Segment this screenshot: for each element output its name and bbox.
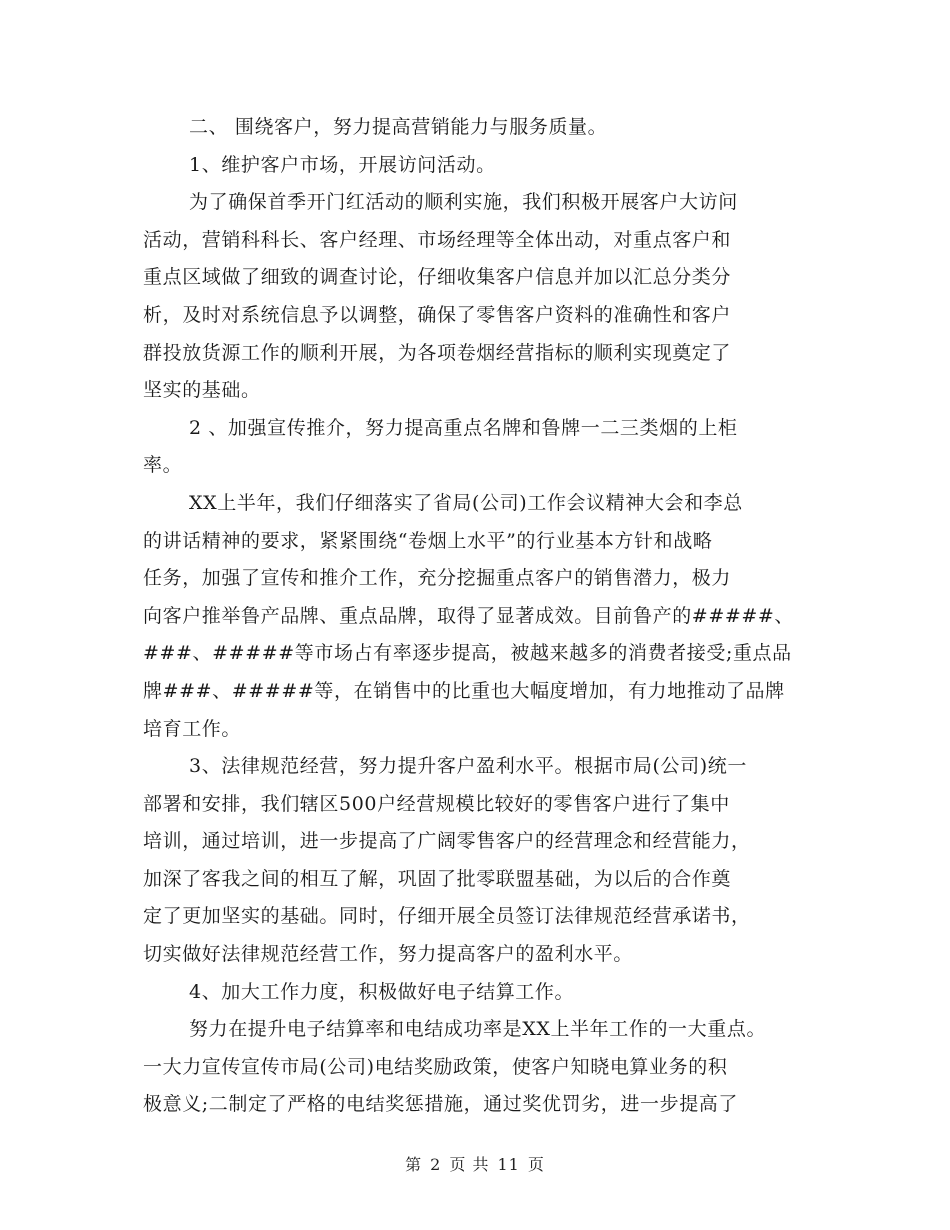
text-line: 部署和安排，我们辖区500户经营规模比较好的零售客户进行了集中 [143, 792, 730, 815]
text-line: 的讲话精神的要求，紧紧围绕“卷烟上水平”的行业基本方针和战略 [143, 529, 713, 552]
footer-suffix: 页 [527, 1155, 545, 1174]
text-line: 二、 围绕客户，努力提高营销能力与服务质量。 [189, 116, 608, 138]
text-line: 加深了客我之间的相互了解，巩固了批零联盟基础，为以后的合作奠 [143, 867, 732, 890]
footer-middle: 页 共 [449, 1155, 490, 1174]
document-body [143, 112, 823, 1127]
text-line: 为了确保首季开门红活动的顺利实施，我们积极开展客户大访问 [189, 191, 738, 214]
text-line: 培育工作。 [143, 717, 242, 740]
text-line: 析，及时对系统信息予以调整，确保了零售客户资料的准确性和客户 [143, 303, 732, 326]
text-line: 定了更加坚实的基础。同时，仔细开展全员签订法律规范经营承诺书， [143, 905, 751, 928]
text-line: 重点区域做了细致的调查讨论，仔细收集客户信息并加以汇总分类分 [143, 266, 732, 289]
text-line: 牌###、#####等，在销售中的比重也大幅度增加，有力地推动了品牌 [143, 679, 785, 702]
text-line: 1、维护客户市场，开展访问活动。 [189, 153, 496, 176]
footer-total-pages: 11 [497, 1155, 520, 1174]
text-line: 坚实的基础。 [143, 379, 261, 402]
text-line: ###、#####等市场占有率逐步提高，被越来越多的消费者接受;重点品 [143, 642, 792, 665]
text-line: XX上半年，我们仔细落实了省局(公司)工作会议精神大会和李总 [189, 491, 743, 514]
text-line: 努力在提升电子结算率和电结成功率是XX上半年工作的一大重点。 [189, 1018, 767, 1041]
text-line: 向客户推举鲁产品牌、重点品牌，取得了显著成效。目前鲁产的#####、 [143, 604, 795, 627]
footer-page-number: 2 [430, 1155, 442, 1174]
text-line: 2 、加强宣传推介，努力提高重点名牌和鲁牌一二三类烟的上柜 [189, 416, 738, 439]
text-line: 任务，加强了宣传和推介工作，充分挖掘重点客户的销售潜力，极力 [143, 567, 732, 590]
text-line: 群投放货源工作的顺利开展，为各项卷烟经营指标的顺利实现奠定了 [143, 341, 732, 364]
text-line: 培训，通过培训，进一步提高了广阔零售客户的经营理念和经营能力， [143, 830, 751, 853]
text-line: 极意义;二制定了严格的电结奖惩措施，通过奖优罚劣，进一步提高了 [143, 1093, 739, 1116]
text-line: 切实做好法律规范经营工作，努力提高客户的盈利水平。 [143, 943, 634, 966]
text-line: 活动，营销科科长、客户经理、市场经理等全体出动，对重点客户和 [143, 228, 732, 251]
page-footer [0, 1152, 950, 1175]
footer-prefix: 第 [405, 1155, 423, 1174]
text-line: 3、法律规范经营，努力提升客户盈利水平。根据市局(公司)统一 [189, 755, 747, 778]
text-line: 一大力宣传宣传市局(公司)电结奖励政策，使客户知晓电算业务的积 [143, 1055, 728, 1078]
text-line: 4、加大工作力度，积极做好电子结算工作。 [189, 980, 575, 1003]
text-line: 率。 [143, 454, 183, 477]
